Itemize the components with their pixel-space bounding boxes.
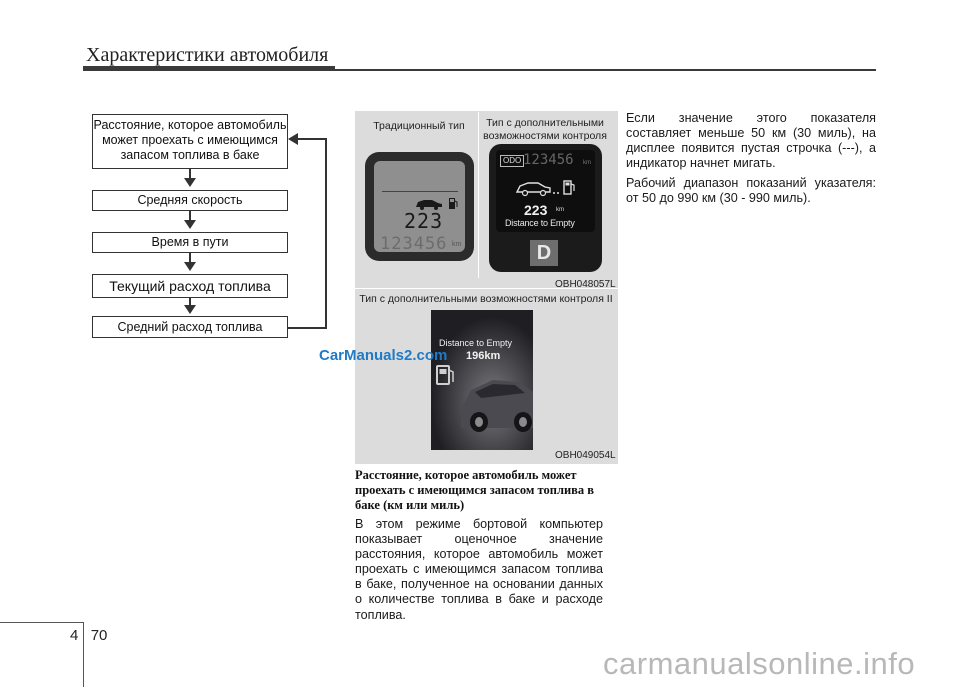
lcd-display — [374, 161, 465, 252]
flow-box-average-speed: Средняя скорость — [92, 190, 288, 211]
tft-cluster — [489, 144, 602, 272]
lcd-unit: km — [452, 241, 462, 248]
cluster2-distance-value: 196km — [466, 350, 501, 362]
page-number-value: 70 — [90, 627, 108, 644]
tft-odometer-unit: km — [583, 160, 591, 166]
header-rule — [83, 66, 335, 71]
watermark-carmanuals: CarManuals2.com — [319, 347, 448, 364]
flow-arrowhead — [184, 262, 196, 271]
odo-label: ODO — [500, 155, 524, 167]
tft-odometer: 123456 — [523, 152, 574, 168]
loop-arrowhead — [288, 133, 298, 145]
loop-line-right — [325, 138, 327, 329]
lcd-distance-value: 223 — [404, 209, 444, 233]
tft-distance-unit: km — [556, 207, 564, 213]
flow-box-elapsed-time: Время в пути — [92, 232, 288, 253]
figure-code-1: OBH048057L — [555, 279, 616, 290]
lcd-odometer: 123456 — [380, 234, 448, 252]
tft-distance-label: Distance to Empty — [505, 218, 575, 228]
car-fuel-icon — [514, 178, 578, 198]
flow-arrowhead — [184, 220, 196, 229]
watermark-bottom: carmanualsonline.info — [603, 646, 916, 681]
section-body-left: В этом режиме бортовой компьютер показывает оценочное значение расстояния, которое автомобиль может проехать с имеющимся запасом топлива в баке, полученное на основании данных о количестве топлива в баке и расходе топлива. — [355, 517, 603, 622]
lcd-separator — [382, 191, 458, 192]
flow-box-distance-to-empty: Расстояние, которое автомобиль может проехать с имеющимся запасом топлива в баке — [92, 114, 288, 169]
tft-distance-value: 223 — [524, 202, 548, 218]
page-number — [70, 627, 107, 644]
section-heading: Расстояние, которое автомобиль может проехать с имеющимся запасом топлива в баке (км или миль) — [355, 468, 595, 512]
header-rule-thin — [335, 69, 876, 71]
flow-box-average-fuel: Средний расход топлива — [92, 316, 288, 338]
header-title: Характеристики автомобиля — [86, 44, 329, 66]
flow-box-instant-fuel: Текущий расход топлива — [92, 274, 288, 298]
car-render-image — [431, 310, 533, 450]
section-body-right-1: Если значение этого показателя составляет меньше 50 км (30 миль), на дисплее появится пустая строчка (---), а индикатор начнет мигать. — [626, 111, 876, 171]
figure-divider-vertical — [478, 112, 479, 278]
lcd-cluster — [365, 152, 474, 261]
chapter-number: 4 — [70, 627, 79, 644]
caption-traditional: Традиционный тип — [373, 120, 465, 132]
fuel-pump-icon — [448, 197, 458, 210]
supervision-cluster-2 — [431, 310, 533, 450]
section-body-right-2: Рабочий диапазон показаний указателя: от 50 до 990 км (30 - 990 миль). — [626, 176, 876, 206]
caption-supervision-2: Тип с дополнительными возможностями контроля II — [359, 293, 613, 305]
flow-arrowhead — [184, 305, 196, 314]
flow-arrowhead — [184, 178, 196, 187]
loop-line-bottom — [288, 327, 327, 329]
loop-line-top — [297, 138, 327, 140]
cluster2-distance-label: Distance to Empty — [439, 338, 513, 348]
caption-supervision-1: Тип с дополнительными возможностями контроля — [483, 117, 607, 142]
figure-code-2: OBH049054L — [555, 450, 616, 461]
gear-indicator: D — [530, 240, 558, 266]
tft-display — [496, 150, 595, 232]
footer-rule — [0, 622, 83, 623]
